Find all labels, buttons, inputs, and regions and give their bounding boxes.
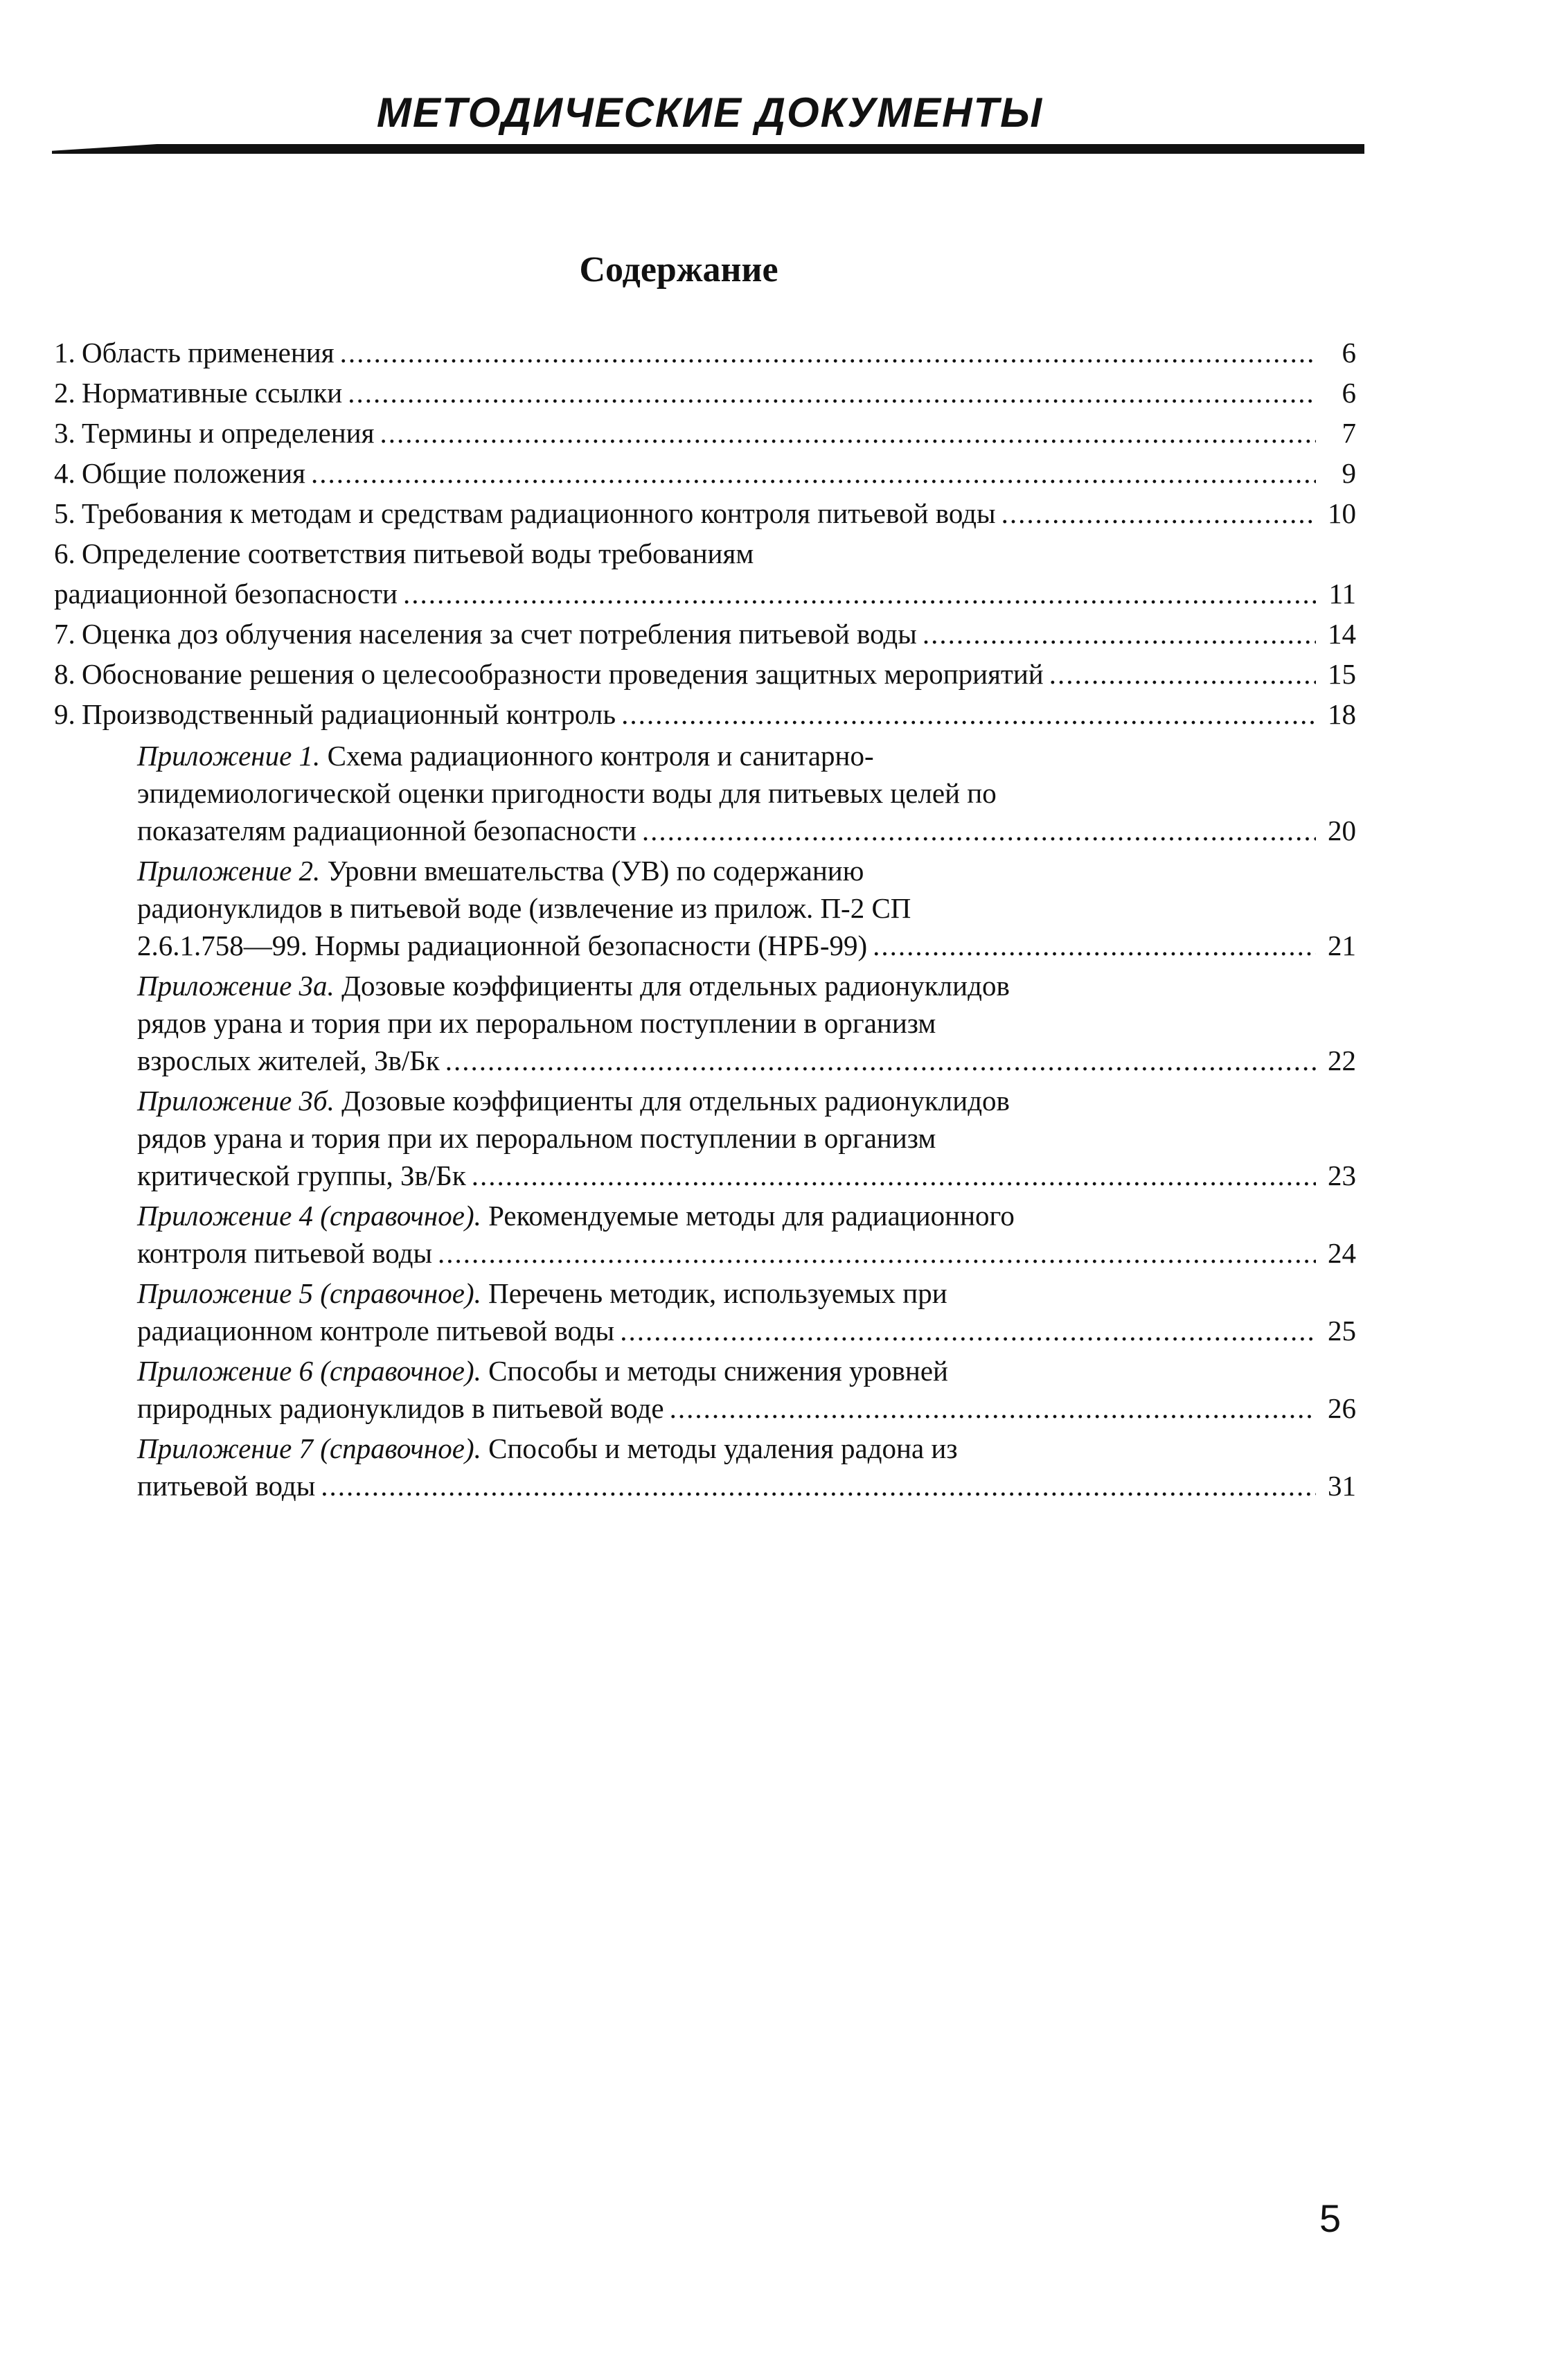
toc-entry-text: Определение соответствия питьевой воды требованиям: [82, 538, 754, 569]
toc-entry-page: 18: [1328, 698, 1356, 730]
toc-entry[interactable]: [54, 373, 1356, 413]
toc-entry-number: 9.: [54, 698, 75, 730]
leader-dots: [670, 1389, 1316, 1427]
toc-entry-page: 10: [1328, 497, 1356, 529]
appendix-page: 24: [1328, 1237, 1356, 1269]
toc-entry-number: 8.: [54, 658, 75, 690]
appendix-text: эпидемиологической оценки пригодности воды для питьевых целей по: [137, 777, 997, 809]
toc-entry-page: 6: [1342, 377, 1356, 409]
toc-entry[interactable]: [54, 493, 1356, 533]
appendix-text: Схема радиационного контроля и санитарно-: [327, 740, 874, 772]
appendix-text: критической группы, Зв/Бк: [137, 1160, 466, 1191]
toc-entry[interactable]: [54, 332, 1356, 373]
appendix-label: Приложение 4 (справочное).: [137, 1200, 481, 1232]
toc-entry[interactable]: [54, 413, 1356, 453]
leader-dots: [445, 1042, 1316, 1079]
toc-appendix-entry[interactable]: [137, 1082, 1356, 1194]
appendix-page: 31: [1328, 1470, 1356, 1502]
appendix-label: Приложение 2.: [137, 855, 321, 887]
appendix-label: Приложение 1.: [137, 740, 321, 772]
leader-dots: [1049, 654, 1316, 694]
appendix-page: 26: [1328, 1392, 1356, 1424]
header-rule: [52, 144, 1364, 154]
toc-entry-number: 4.: [54, 457, 75, 489]
appendix-label: Приложение 7 (справочное).: [137, 1432, 481, 1464]
appendix-text: рядов урана и тория при их пероральном поступлении в организм: [137, 1007, 936, 1039]
toc-entry-page: 11: [1328, 578, 1356, 610]
appendix-text: Способы и методы снижения уровней: [488, 1355, 948, 1387]
toc-entry-number: 7.: [54, 618, 75, 650]
appendix-label: Приложение 6 (справочное).: [137, 1355, 481, 1387]
toc-entry-page: 15: [1328, 658, 1356, 690]
toc-appendix-entry[interactable]: [137, 737, 1356, 849]
toc-entry[interactable]: [54, 614, 1356, 654]
toc-entry[interactable]: [54, 694, 1356, 734]
appendix-text: рядов урана и тория при их пероральном поступлении в организм: [137, 1122, 936, 1154]
leader-dots: [321, 1467, 1316, 1504]
appendix-text: природных радионуклидов в питьевой воде: [137, 1392, 664, 1424]
leader-dots: [621, 694, 1316, 734]
leader-dots: [620, 1312, 1316, 1349]
leader-dots: [472, 1157, 1316, 1194]
appendix-page: 25: [1328, 1315, 1356, 1347]
toc-appendix-entry[interactable]: [137, 1352, 1356, 1427]
toc-entry[interactable]: [54, 654, 1356, 694]
appendix-text: Дозовые коэффициенты для отдельных радионуклидов: [341, 1085, 1010, 1117]
toc-entry-text: Требования к методам и средствам радиационного контроля питьевой воды: [82, 497, 996, 529]
leader-dots: [340, 332, 1316, 373]
appendix-label: Приложение 3б.: [137, 1085, 335, 1117]
toc-entry-number: 6.: [54, 538, 75, 569]
toc-entry-page: 14: [1328, 618, 1356, 650]
appendix-text: 2.6.1.758—99. Нормы радиационной безопасности (НРБ-99): [137, 930, 868, 961]
appendix-page: 23: [1328, 1160, 1356, 1191]
appendix-label: Приложение 5 (справочное).: [137, 1277, 481, 1309]
appendix-text: показателям радиационной безопасности: [137, 815, 636, 846]
toc-entry[interactable]: [54, 453, 1356, 493]
leader-dots: [438, 1234, 1316, 1272]
appendix-page: 22: [1328, 1045, 1356, 1076]
appendix-text: радионуклидов в питьевой воде (извлечение из прилож. П-2 СП: [137, 892, 911, 924]
toc-entry[interactable]: [54, 533, 1356, 614]
toc-entry-number: 3.: [54, 417, 75, 449]
toc-entry-number: 2.: [54, 377, 75, 409]
leader-dots: [1001, 493, 1316, 533]
toc-entry-text: Нормативные ссылки: [82, 377, 343, 409]
appendix-text: взрослых жителей, Зв/Бк: [137, 1045, 440, 1076]
leader-dots: [311, 453, 1316, 493]
toc-entry-text-continued: радиационной безопасности: [54, 578, 398, 610]
appendix-text: Уровни вмешательства (УВ) по содержанию: [327, 855, 864, 887]
appendix-page: 21: [1328, 930, 1356, 961]
toc-entry-page: 6: [1342, 337, 1356, 368]
leader-dots: [348, 373, 1316, 413]
toc-appendix-entry[interactable]: [137, 1197, 1356, 1272]
toc-entry-text: Обоснование решения о целесообразности проведения защитных мероприятий: [82, 658, 1044, 690]
appendix-text: Рекомендуемые методы для радиационного: [488, 1200, 1015, 1232]
toc-appendix-entry[interactable]: [137, 967, 1356, 1079]
appendix-page: 20: [1328, 815, 1356, 846]
toc-entry-text: Оценка доз облучения населения за счет потребления питьевой воды: [82, 618, 917, 650]
toc-entry-page: 7: [1342, 417, 1356, 449]
leader-dots: [403, 574, 1316, 614]
appendix-text: контроля питьевой воды: [137, 1237, 432, 1269]
toc-entry-text: Область применения: [82, 337, 335, 368]
leader-dots: [380, 413, 1316, 453]
appendix-text: Перечень методик, используемых при: [488, 1277, 947, 1309]
toc-entry-text: Термины и определения: [82, 417, 375, 449]
appendix-text: питьевой воды: [137, 1470, 316, 1502]
appendix-label: Приложение 3а.: [137, 970, 335, 1002]
appendix-text: Дозовые коэффициенты для отдельных радионуклидов: [341, 970, 1010, 1002]
toc-title: Содержание: [579, 250, 778, 290]
toc-entry-text: Общие положения: [82, 457, 305, 489]
leader-dots: [642, 812, 1316, 849]
leader-dots: [873, 927, 1316, 964]
toc-entry-number: 5.: [54, 497, 75, 529]
toc-entry-text: Производственный радиационный контроль: [82, 698, 616, 730]
page-number: 5: [1319, 2196, 1342, 2240]
toc-entry-number: 1.: [54, 337, 75, 368]
header-title: МЕТОДИЧЕСКИЕ ДОКУМЕНТЫ: [376, 89, 1044, 136]
table-of-contents: [54, 332, 1356, 1504]
leader-dots: [923, 614, 1316, 654]
toc-appendix-entry[interactable]: [137, 852, 1356, 964]
appendix-text: радиационном контроле питьевой воды: [137, 1315, 615, 1347]
toc-appendix-entry[interactable]: [137, 1430, 1356, 1504]
toc-appendix-entry[interactable]: [137, 1275, 1356, 1349]
appendix-text: Способы и методы удаления радона из: [488, 1432, 958, 1464]
toc-entry-page: 9: [1342, 457, 1356, 489]
